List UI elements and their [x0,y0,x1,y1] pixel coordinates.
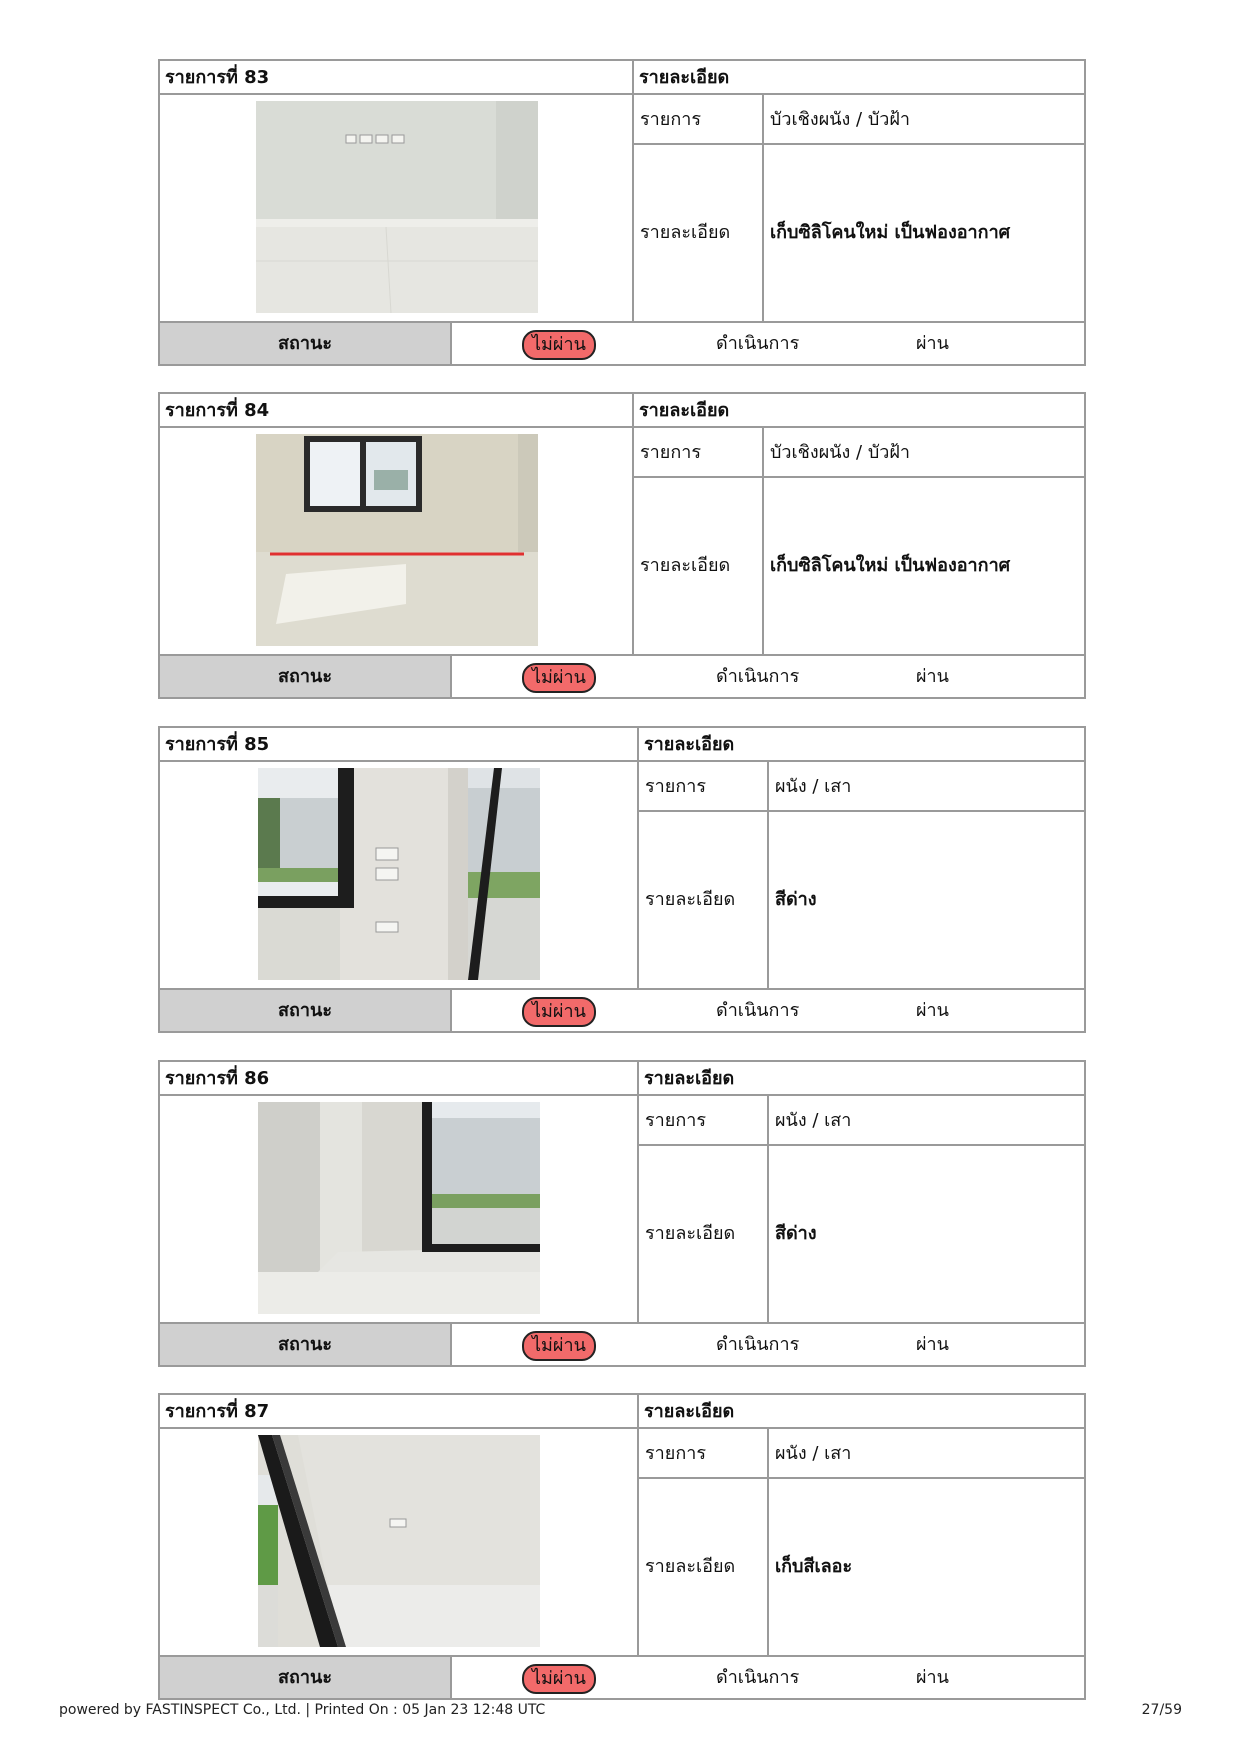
status-in-progress-option[interactable]: ดำเนินการ [716,1000,800,1021]
item-value: บัวเชิงผนัง / บัวฝ้า [764,95,1084,145]
item-title: รายการที่ 87 [160,1395,639,1429]
item-value: บัวเชิงผนัง / บัวฝ้า [764,428,1084,478]
item-label: รายการ [634,428,764,478]
status-fail-option[interactable]: ไม่ผ่าน [522,663,596,693]
status-label: สถานะ [160,990,452,1031]
item-label: รายการ [639,762,769,812]
detail-header: รายละเอียด [634,394,1084,428]
status-label: สถานะ [160,323,452,364]
detail-header: รายละเอียด [639,728,1084,762]
status-row [160,1655,1084,1698]
status-pass-option[interactable]: ผ่าน [916,666,949,687]
item-label: รายการ [639,1096,769,1146]
item-value: ผนัง / เสา [769,762,1084,812]
detail-value: เก็บซิลิโคนใหม่ เป็นฟองอากาศ [770,555,1011,576]
item-value: ผนัง / เสา [769,1429,1084,1479]
detail-header: รายละเอียด [634,61,1084,95]
status-in-progress-option[interactable]: ดำเนินการ [716,666,800,687]
inspection-photo[interactable] [258,768,540,980]
photo-cell [160,1096,639,1322]
inspection-photo[interactable] [256,101,538,313]
item-title: รายการที่ 86 [160,1062,639,1096]
status-fail-option[interactable]: ไม่ผ่าน [522,1664,596,1694]
item-title: รายการที่ 83 [160,61,634,95]
footer-page-number: 27/59 [1141,1702,1182,1718]
detail-label: รายละเอียด [634,478,764,654]
status-fail-option[interactable]: ไม่ผ่าน [522,330,596,360]
detail-value: เก็บซิลิโคนใหม่ เป็นฟองอากาศ [770,222,1011,243]
status-row [160,988,1084,1031]
inspection-card [158,726,1086,1033]
photo-cell [160,95,634,321]
status-in-progress-option[interactable]: ดำเนินการ [716,1667,800,1688]
status-row [160,654,1084,697]
status-label: สถานะ [160,656,452,697]
status-in-progress-option[interactable]: ดำเนินการ [716,333,800,354]
detail-header: รายละเอียด [639,1062,1084,1096]
status-in-progress-option[interactable]: ดำเนินการ [716,1334,800,1355]
inspection-photo[interactable] [258,1435,540,1647]
inspection-card [158,59,1086,366]
inspection-card [158,1060,1086,1367]
status-fail-option[interactable]: ไม่ผ่าน [522,997,596,1027]
photo-cell [160,762,639,988]
detail-value: สีด่าง [775,1223,817,1244]
status-label: สถานะ [160,1657,452,1698]
item-label: รายการ [634,95,764,145]
status-pass-option[interactable]: ผ่าน [916,1000,949,1021]
inspection-card [158,392,1086,699]
status-pass-option[interactable]: ผ่าน [916,1334,949,1355]
detail-label: รายละเอียด [634,145,764,321]
item-label: รายการ [639,1429,769,1479]
status-row [160,321,1084,364]
status-pass-option[interactable]: ผ่าน [916,333,949,354]
inspection-photo[interactable] [256,434,538,646]
photo-cell [160,1429,639,1655]
status-pass-option[interactable]: ผ่าน [916,1667,949,1688]
item-title: รายการที่ 84 [160,394,634,428]
photo-cell [160,428,634,654]
status-fail-option[interactable]: ไม่ผ่าน [522,1331,596,1361]
detail-label: รายละเอียด [639,1146,769,1322]
footer-powered-by: powered by FASTINSPECT Co., Ltd. | Printed On : 05 Jan 23 12:48 UTC [59,1702,546,1718]
item-value: ผนัง / เสา [769,1096,1084,1146]
inspection-photo[interactable] [258,1102,540,1314]
detail-label: รายละเอียด [639,812,769,988]
detail-value: เก็บสีเลอะ [775,1556,853,1577]
detail-value: สีด่าง [775,889,817,910]
detail-label: รายละเอียด [639,1479,769,1655]
detail-header: รายละเอียด [639,1395,1084,1429]
item-title: รายการที่ 85 [160,728,639,762]
inspection-card [158,1393,1086,1700]
status-label: สถานะ [160,1324,452,1365]
status-row [160,1322,1084,1365]
